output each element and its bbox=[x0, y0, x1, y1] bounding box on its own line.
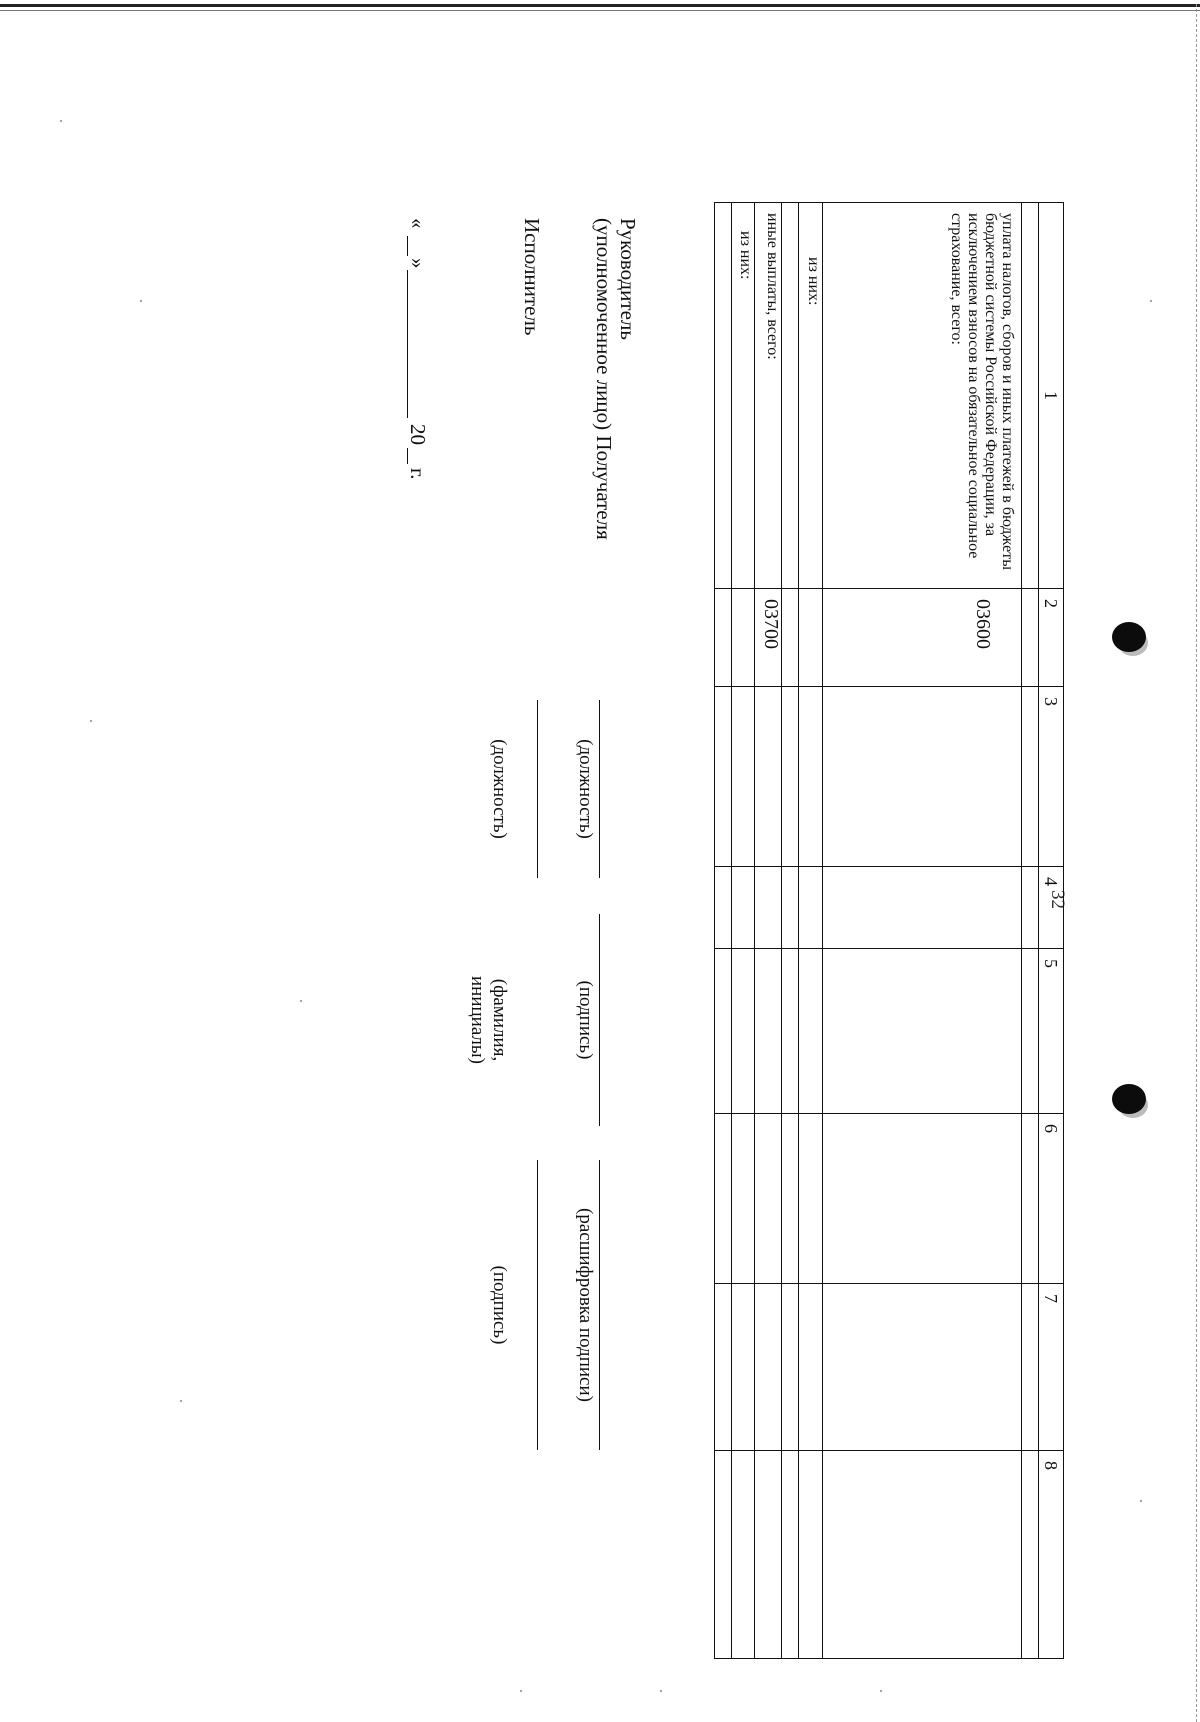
executor-position-line bbox=[537, 700, 538, 878]
head-signature-line bbox=[599, 914, 600, 1126]
col-number-5: 5 bbox=[1039, 949, 1064, 1114]
row-label-of-which: из них: bbox=[799, 203, 823, 589]
row-label-taxes: уплата налогов, сборов и иных платежей в бюджеты бюджетной системы Российской Федерации, за исключением взносов на обязательное социальное страхование, всего: bbox=[823, 203, 1022, 589]
table-row-taxes-breakdown bbox=[799, 203, 823, 1659]
col-number-3: 3 bbox=[1039, 687, 1064, 867]
table-row-taxes bbox=[823, 203, 1022, 1659]
date-month-line bbox=[407, 270, 408, 418]
date-close-quote: » bbox=[406, 258, 430, 269]
row-code-taxes: 03600 bbox=[823, 589, 1022, 687]
scan-speck bbox=[1140, 1500, 1142, 1502]
col-number-7: 7 bbox=[1039, 1284, 1064, 1451]
table-row-empty bbox=[782, 203, 799, 1659]
date-year-suffix: г. bbox=[406, 468, 430, 480]
col-number-6: 6 bbox=[1039, 1114, 1064, 1284]
row-label-of-which-2: из них: bbox=[732, 203, 755, 589]
head-title-line1: Руководитель bbox=[616, 218, 640, 340]
row-label-other-payments: иные выплаты, всего: bbox=[755, 203, 782, 589]
table-header-row bbox=[1039, 203, 1064, 1659]
page-number: 32 bbox=[1047, 890, 1068, 909]
executor-name-caption-line1: (фамилия, bbox=[489, 978, 510, 1062]
date-year-prefix: 20 bbox=[406, 424, 430, 445]
executor-name-caption-line2: инициалы) bbox=[467, 975, 488, 1064]
table-row-other-breakdown bbox=[732, 203, 755, 1659]
col-number-1: 1 bbox=[1039, 203, 1064, 589]
table-row-empty bbox=[1022, 203, 1039, 1659]
head-decoding-caption: (расшифровка подписи) bbox=[575, 1208, 596, 1402]
date-open-quote: « bbox=[406, 218, 430, 229]
scan-speck bbox=[300, 1000, 302, 1002]
row-code-other-payments: 03700 bbox=[755, 589, 782, 687]
scan-speck bbox=[180, 1400, 182, 1402]
scan-speck bbox=[660, 1690, 662, 1692]
table-row-other-payments bbox=[755, 203, 782, 1659]
head-signature-caption: (подпись) bbox=[575, 980, 596, 1060]
executor-title: Исполнитель bbox=[520, 218, 544, 336]
col-number-4: 4 bbox=[1039, 867, 1064, 949]
date-year-line bbox=[407, 448, 408, 464]
scan-speck bbox=[140, 300, 142, 302]
report-table bbox=[714, 202, 1064, 1659]
executor-signature-line bbox=[537, 1160, 538, 1450]
head-title-line2: (уполномоченное лицо) Получателя bbox=[592, 218, 616, 540]
executor-position-caption: (должность) bbox=[489, 739, 510, 839]
head-decoding-line bbox=[599, 1160, 600, 1450]
head-position-line bbox=[599, 700, 600, 878]
scan-speck bbox=[520, 1690, 522, 1692]
col-number-2: 2 bbox=[1039, 589, 1064, 687]
col-number-8: 8 bbox=[1039, 1451, 1064, 1659]
scan-speck bbox=[1150, 300, 1152, 302]
scan-speck bbox=[90, 720, 92, 722]
table-row-empty bbox=[715, 203, 732, 1659]
executor-signature-caption: (подпись) bbox=[489, 1265, 510, 1345]
scan-speck bbox=[60, 120, 62, 122]
head-position-caption: (должность) bbox=[575, 739, 596, 839]
scan-speck bbox=[880, 1690, 882, 1692]
date-day-line bbox=[407, 236, 408, 256]
